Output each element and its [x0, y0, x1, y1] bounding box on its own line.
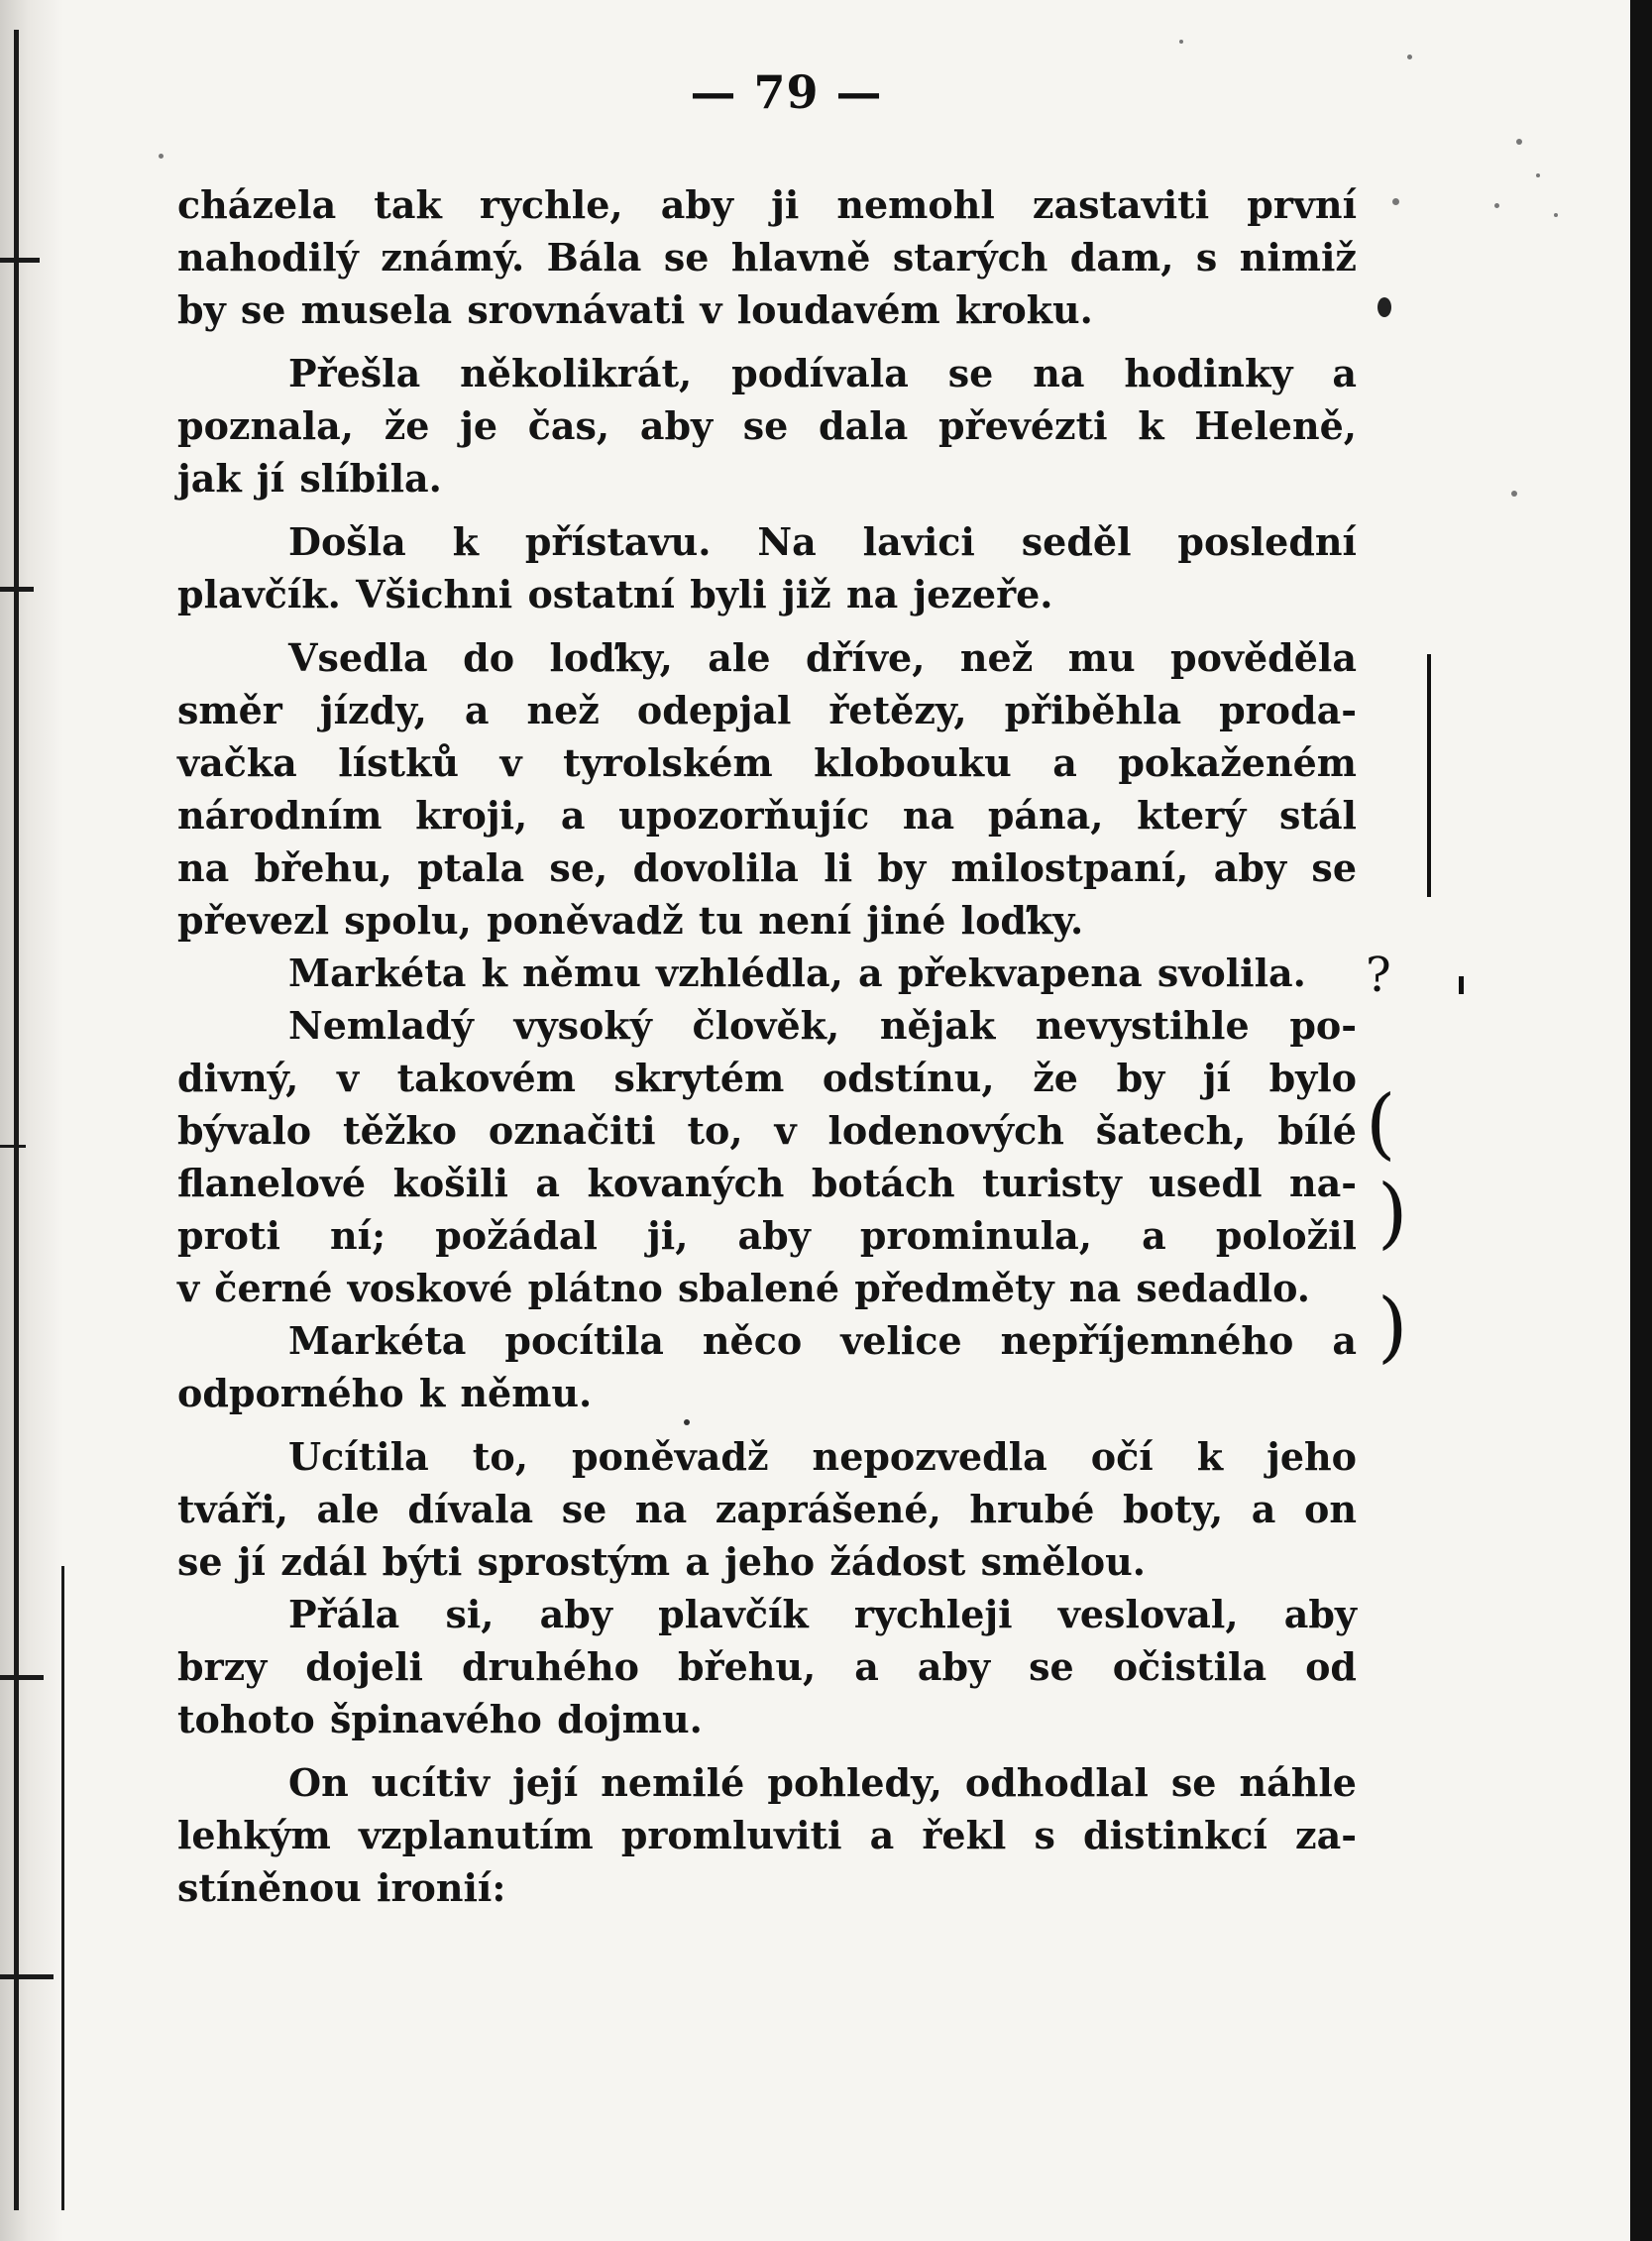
scan-speck — [1511, 491, 1517, 497]
scan-speck — [1179, 40, 1183, 44]
text-line: směr jízdy, a než odepjal řetězy, přiběhla proda- — [177, 688, 1357, 732]
binding-tick — [0, 587, 34, 592]
text-line: lehkým vzplanutím promluviti a řekl s distinkcí za- — [177, 1813, 1357, 1857]
paragraph — [177, 347, 1357, 504]
margin-brace: ) — [1377, 1283, 1408, 1372]
text-line: Nemladý vysoký člověk, nějak nevystihle po- — [288, 1003, 1357, 1048]
margin-brace: ( — [1366, 1079, 1396, 1169]
text-line: národním kroji, a upozorňujíc na pána, který stál — [177, 793, 1357, 838]
page-number: — 79 — — [690, 65, 883, 119]
paragraph — [177, 1588, 1357, 1745]
text-line: brzy dojeli druhého břehu, a aby se očistila od — [177, 1644, 1357, 1689]
text-line: vačka lístků v tyrolském klobouku a pokaženém — [177, 740, 1357, 785]
scan-speck — [1494, 203, 1499, 208]
binding-tick — [0, 258, 40, 263]
paragraph — [177, 947, 1357, 999]
binding-edge-line-inner — [61, 1566, 64, 2210]
scan-speck — [1554, 213, 1558, 217]
text-line: cházela tak rychle, aby ji nemohl zastaviti první — [177, 182, 1357, 227]
text-line: divný, v takovém skrytém odstínu, že by jí bylo — [177, 1056, 1357, 1100]
paragraph — [177, 631, 1357, 947]
scan-speck — [1516, 139, 1522, 145]
text-line: poznala, že je čas, aby se dala převézti k Heleně, — [177, 403, 1357, 448]
text-line: v černé voskové plátno sbalené předměty na sedadlo. — [177, 1266, 1311, 1310]
scan-speck — [1392, 198, 1399, 205]
body-text — [177, 178, 1357, 1914]
text-line: Došla k přístavu. Na lavici seděl poslední — [288, 519, 1357, 564]
binding-tick — [0, 1974, 54, 1979]
scan-speck — [1536, 173, 1540, 177]
text-line: proti ní; požádal ji, aby prominula, a položil — [177, 1213, 1357, 1258]
text-line: tváři, ale dívala se na zaprášené, hrubé boty, a on — [177, 1487, 1357, 1531]
margin-mark — [1459, 976, 1464, 994]
text-line: On ucítiv její nemilé pohledy, odhodlal se náhle — [288, 1760, 1357, 1805]
text-line: Vsedla do loďky, ale dříve, než mu pověděla — [288, 635, 1357, 680]
text-line: Markéta pocítila něco velice nepříjemného a — [288, 1318, 1357, 1363]
text-line: Přála si, aby plavčík rychleji vesloval, aby — [288, 1592, 1357, 1636]
text-line: Markéta k němu vzhlédla, a překvapena svolila. — [288, 951, 1306, 995]
text-line: by se musela srovnávati v loudavém kroku. — [177, 287, 1093, 332]
text-line: nahodilý známý. Bála se hlavně starých dam, s nimiž — [177, 235, 1357, 280]
paragraph — [177, 515, 1357, 620]
margin-brace: ) — [1377, 1169, 1408, 1258]
paragraph — [177, 999, 1357, 1314]
margin-brace: ? — [1366, 948, 1391, 1003]
paragraph — [177, 1756, 1357, 1914]
paragraph — [177, 1314, 1357, 1419]
scan-border — [1630, 0, 1652, 2241]
scan-speck — [1407, 55, 1412, 59]
text-line: stíněnou ironií: — [177, 1865, 506, 1910]
text-line: jak jí slíbila. — [177, 456, 442, 501]
text-line: plavčík. Všichni ostatní byli již na jezeře. — [177, 572, 1053, 616]
margin-mark — [1427, 654, 1431, 897]
scan-speck — [159, 154, 164, 159]
scan-speck — [1377, 297, 1391, 317]
binding-edge-line — [14, 30, 19, 2210]
paragraph — [177, 1430, 1357, 1588]
text-line: převezl spolu, poněvadž tu není jiné loďky. — [177, 898, 1084, 943]
binding-tick — [0, 1145, 26, 1148]
binding-gutter — [0, 0, 63, 2241]
text-line: tohoto špinavého dojmu. — [177, 1697, 703, 1741]
text-line: bývalo těžko označiti to, v lodenových šatech, bílé — [177, 1108, 1357, 1153]
text-line: na břehu, ptala se, dovolila li by milostpaní, aby se — [177, 845, 1357, 890]
text-line: odporného k němu. — [177, 1371, 593, 1415]
text-line: flanelové košili a kovaných botách turisty usedl na- — [177, 1161, 1357, 1205]
binding-tick — [0, 1675, 44, 1680]
text-line: Ucítila to, poněvadž nepozvedla očí k jeho — [288, 1434, 1357, 1479]
paragraph — [177, 178, 1357, 336]
text-line: Přešla několikrát, podívala se na hodinky a — [288, 351, 1357, 395]
text-line: se jí zdál býti sprostým a jeho žádost smělou. — [177, 1539, 1147, 1584]
